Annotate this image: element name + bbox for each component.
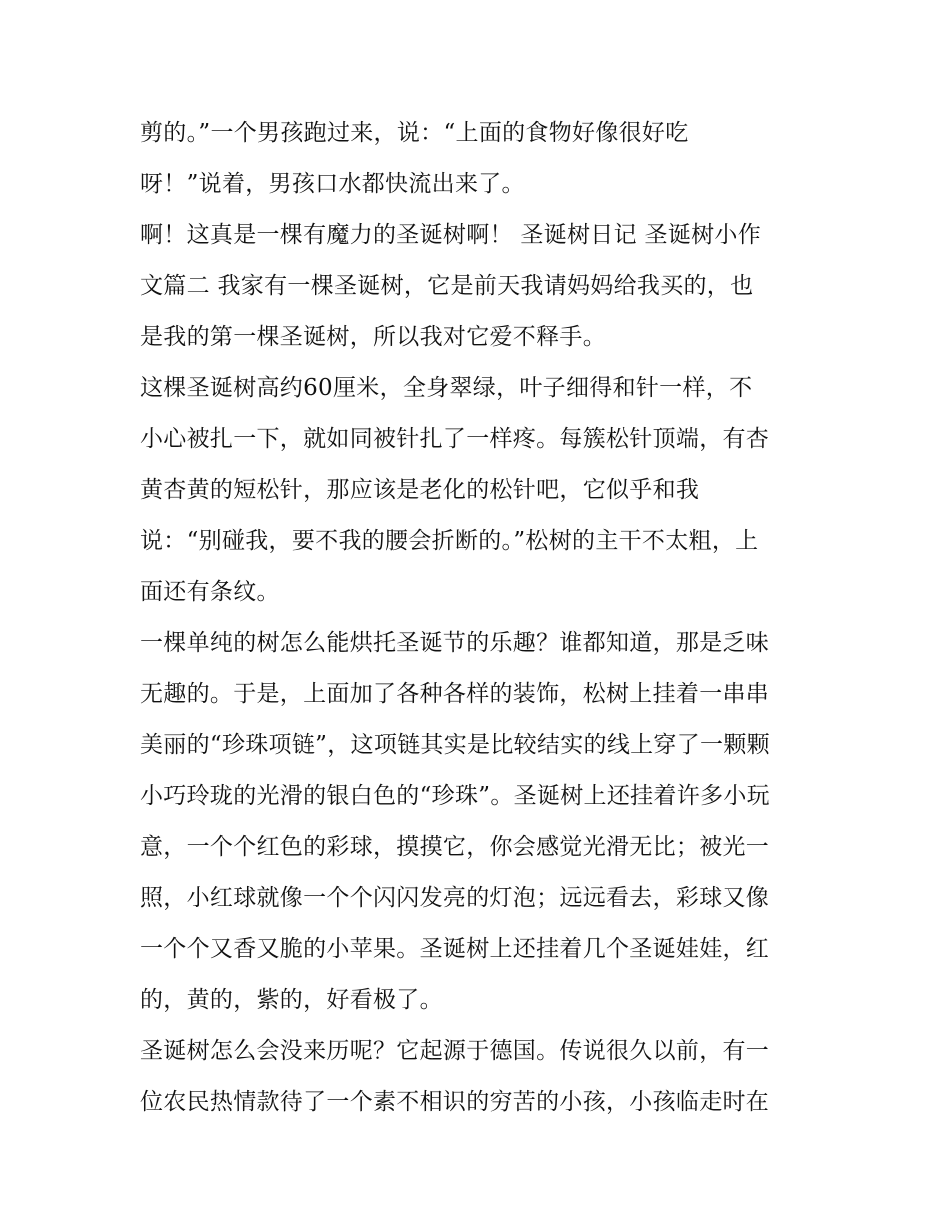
text-line: 呀！”说着，男孩口水都快流出来了。: [140, 171, 525, 197]
text-line: 文篇二 我家有一棵圣诞树，它是前天我请妈妈给我买的，也: [140, 273, 754, 299]
text-line: 的，黄的，紫的，好看极了。: [140, 987, 443, 1013]
text-line: 小心被扎一下，就如同被针扎了一样疼。每簇松针顶端，有杏: [140, 426, 770, 452]
document-body: [140, 108, 830, 1128]
text-line: 这棵圣诞树高约60厘米，全身翠绿，叶子细得和针一样，不: [140, 375, 753, 401]
text-line: 是我的第一棵圣诞树，所以我对它爱不释手。: [140, 324, 606, 350]
text-line: 美丽的“珍珠项链”，这项链其实是比较结实的线上穿了一颗颗: [140, 732, 770, 758]
text-line: 无趣的。于是，上面加了各种各样的装饰，松树上挂着一串串: [140, 681, 770, 707]
text-line: 圣诞树怎么会没来历呢？它起源于德国。传说很久以前，有一: [140, 1038, 770, 1064]
text-line: 面还有条纹。: [140, 579, 280, 605]
text-line: 位农民热情款待了一个素不相识的穷苦的小孩，小孩临走时在: [140, 1089, 770, 1115]
text-line: 一棵单纯的树怎么能烘托圣诞节的乐趣？谁都知道，那是乏味: [140, 630, 770, 656]
text-line: 意，一个个红色的彩球，摸摸它，你会感觉光滑无比；被光一: [140, 834, 770, 860]
text-line: 照，小红球就像一个个闪闪发亮的灯泡；远远看去，彩球又像: [140, 885, 770, 911]
text-line: 说：“别碰我，要不我的腰会折断的。”松树的主干不太粗，上: [140, 528, 759, 554]
text-line: 剪的。”一个男孩跑过来，说：“上面的食物好像很好吃: [140, 120, 689, 146]
text-line: 一个个又香又脆的小苹果。圣诞树上还挂着几个圣诞娃娃，红: [140, 936, 770, 962]
text-line: 黄杏黄的短松针，那应该是老化的松针吧，它似乎和我: [140, 477, 700, 503]
text-line: 小巧玲珑的光滑的银白色的“珍珠”。圣诞树上还挂着许多小玩: [140, 783, 770, 809]
text-line: 啊！这真是一棵有魔力的圣诞树啊！ 圣诞树日记 圣诞树小作: [140, 222, 762, 248]
